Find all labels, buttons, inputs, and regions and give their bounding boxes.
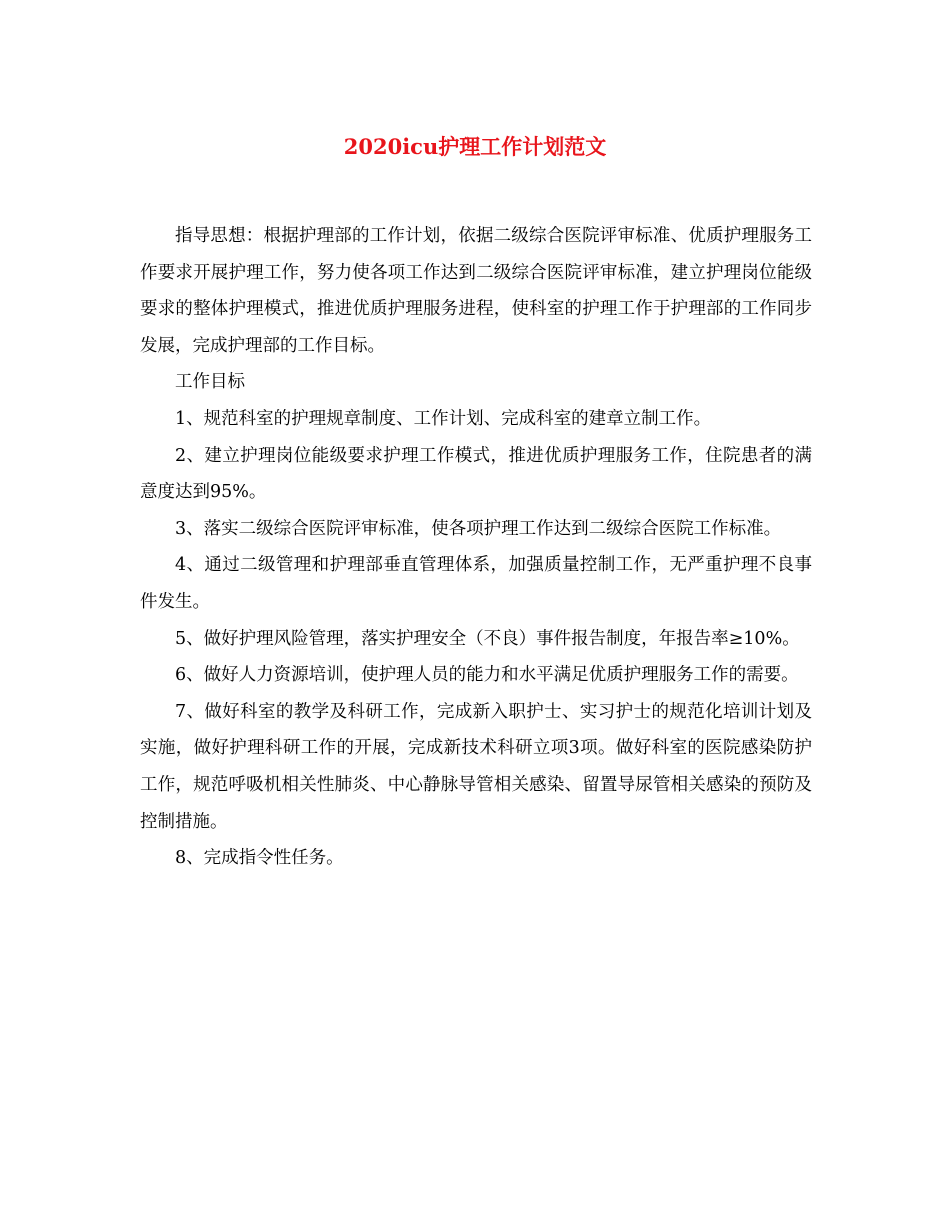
goal-item-7: 7、做好科室的教学及科研工作，完成新入职护士、实习护士的规范化培训计划及实施，做好护理科研工作的开展，完成新技术科研立项3项。做好科室的医院感染防护工作，规范呼吸机相关性肺炎、中心静脉导管相关感染、留置导尿管相关感染的预防及控制措施。 bbox=[140, 701, 812, 832]
goal-item-8: 8、完成指令性任务。 bbox=[175, 848, 344, 869]
document-title: 2020icu护理工作计划范文 bbox=[343, 134, 607, 159]
heading-work-goals: 工作目标 bbox=[175, 372, 245, 393]
goal-item-2: 2、建立护理岗位能级要求护理工作模式，推进优质护理服务工作，住院患者的满意度达到95%。 bbox=[140, 445, 812, 503]
goal-item-4: 4、通过二级管理和护理部垂直管理体系，加强质量控制工作，无严重护理不良事件发生。 bbox=[140, 555, 812, 612]
goal-item-5: 5、做好护理风险管理，落实护理安全（不良）事件报告制度，年报告率≥10%。 bbox=[175, 628, 800, 649]
goal-item-6: 6、做好人力资源培训，使护理人员的能力和水平满足优质护理服务工作的需要。 bbox=[175, 665, 799, 686]
paragraph-guiding-ideology: 指导思想：根据护理部的工作计划，依据二级综合医院评审标准、优质护理服务工作要求开展护理工作，努力使各项工作达到二级综合医院评审标准，建立护理岗位能级要求的整体护理模式，推进优质护理服务进程，使科室的护理工作于护理部的工作同步发展，完成护理部的工作目标。 bbox=[140, 226, 812, 356]
goal-item-3: 3、落实二级综合医院评审标准，使各项护理工作达到二级综合医院工作标准。 bbox=[175, 518, 782, 539]
document-body bbox=[140, 218, 812, 877]
goal-item-1: 1、规范科室的护理规章制度、工作计划、完成科室的建章立制工作。 bbox=[175, 408, 712, 429]
